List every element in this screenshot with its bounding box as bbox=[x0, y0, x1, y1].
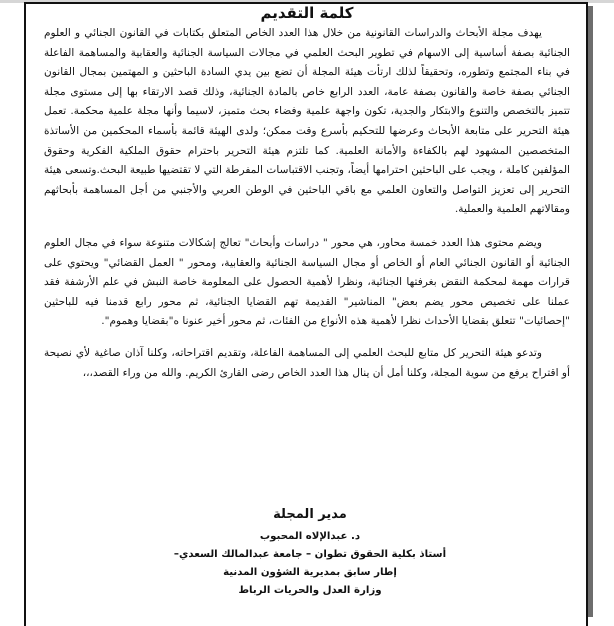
signature-former-role: إطار سابق بمديرية الشؤون المدنية bbox=[223, 567, 397, 578]
signature-name: د. عبدالإلاه المحبوب bbox=[259, 531, 361, 542]
signature-block bbox=[120, 528, 500, 600]
paragraph-intro: يهدف مجلة الأبحاث والدراسات القانونية من خلال هذا العدد الخاص المتعلق بكتابات في القانون الجنائي و العلوم الجنائية بصفة أساسية إلى الاسهام في تطوير البحث العلمي في مجالات السياسة الجنائية والعقابية والمساهمة الفاعلة في بناء المجتمع وتطوره، وتحقيقاً لذلك ارتأت هيئة المجلة أن تضع بين يدي السادة الباحثين و المهتمين بمجال القانون الجنائي بصفة خاصة والقانون بصفة عامة، العدد الرابع خاص بالمادة الجنائية، وذلك قصد الارتقاء بها إلى مستوى مجلة تتميز بالتخصص والتنوع والابتكار والجدية، تكون واجهة علمية وفضاء بحث متميز، لاسيما وأنها مجلة علمية محكمة. تعمل هيئة التحرير على متابعة الأبحاث وعرضها للتحكيم بأسرع وقت ممكن؛ ولدى الهيئة قائمة بأسماء المحكمين من الأساتذة المتخصصين المشهود لهم بالكفاءة والأمانة العلمية. كما تلتزم هيئة التحرير باحترام حقوق الملكية الفكرية وحقوق المؤلفين كاملة ، ويجب على الباحثين احترامها أيضاً، وتجنب الاقتباسات المفرطة التي لا تقتضيها طبيعة البحث.وتسعى هيئة التحرير إلى تعزيز التواصل والتعاون العلمي مع باقي الباحثين في الوطن العربي والأجنبي من أجل المساهمة بأبحاثهم ومقالاتهم العلمية والعملية. bbox=[44, 27, 570, 216]
paragraph-closing: وتدعو هيئة التحرير كل متابع للبحث العلمي إلى المساهمة الفاعلة، وتقديم اقتراحاته، وكلنا آذان صاغية لأي نصيحة أو اقتراح يرفع من سوية المجلة، وكلنا أمل أن ينال هذا العدد الخاص رضى القارئ الكريم. والله من وراء القصد،،، bbox=[44, 346, 570, 379]
document-body bbox=[44, 24, 570, 383]
signature-ministry: وزارة العدل والحريات الرباط bbox=[238, 585, 382, 596]
page-shadow bbox=[588, 6, 593, 617]
page-title: كلمة التقديم bbox=[260, 4, 354, 22]
signature-heading: مدير المجلة bbox=[273, 507, 347, 522]
signature-affiliation: أستاذ بكلية الحقوق تطوان – جامعة عبدالمالك السعدي– bbox=[173, 549, 447, 560]
paragraph-contents: ويضم محتوى هذا العدد خمسة محاور، هي محور " دراسات وأبحاث" تعالج إشكالات متنوعة سواء في مجال العلوم الجنائية أو القانون الجنائي العام أو الخاص أو مجال السياسة الجنائية والعقابية، ومحور " العمل القضائي" ويحتوي على قرارات مهمة لمحكمة النقض بغرفتها الجنائية، ونظرا لأهمية الحصول على المعلومة خاصة النبش في علم الأرشفة فقد عملنا على تخصيص محور يضم بعض" المناشير" القديمة تهم القضايا الجنائية، ثم محور رابع قدمنا فيه للباحثين "إحصائيات" تتعلق بقضايا الأحداث نظرا لأهمية هذه الأنواع من الفئات، ثم محور أخير عنونا ه"بقضايا وهموم". bbox=[44, 236, 570, 328]
